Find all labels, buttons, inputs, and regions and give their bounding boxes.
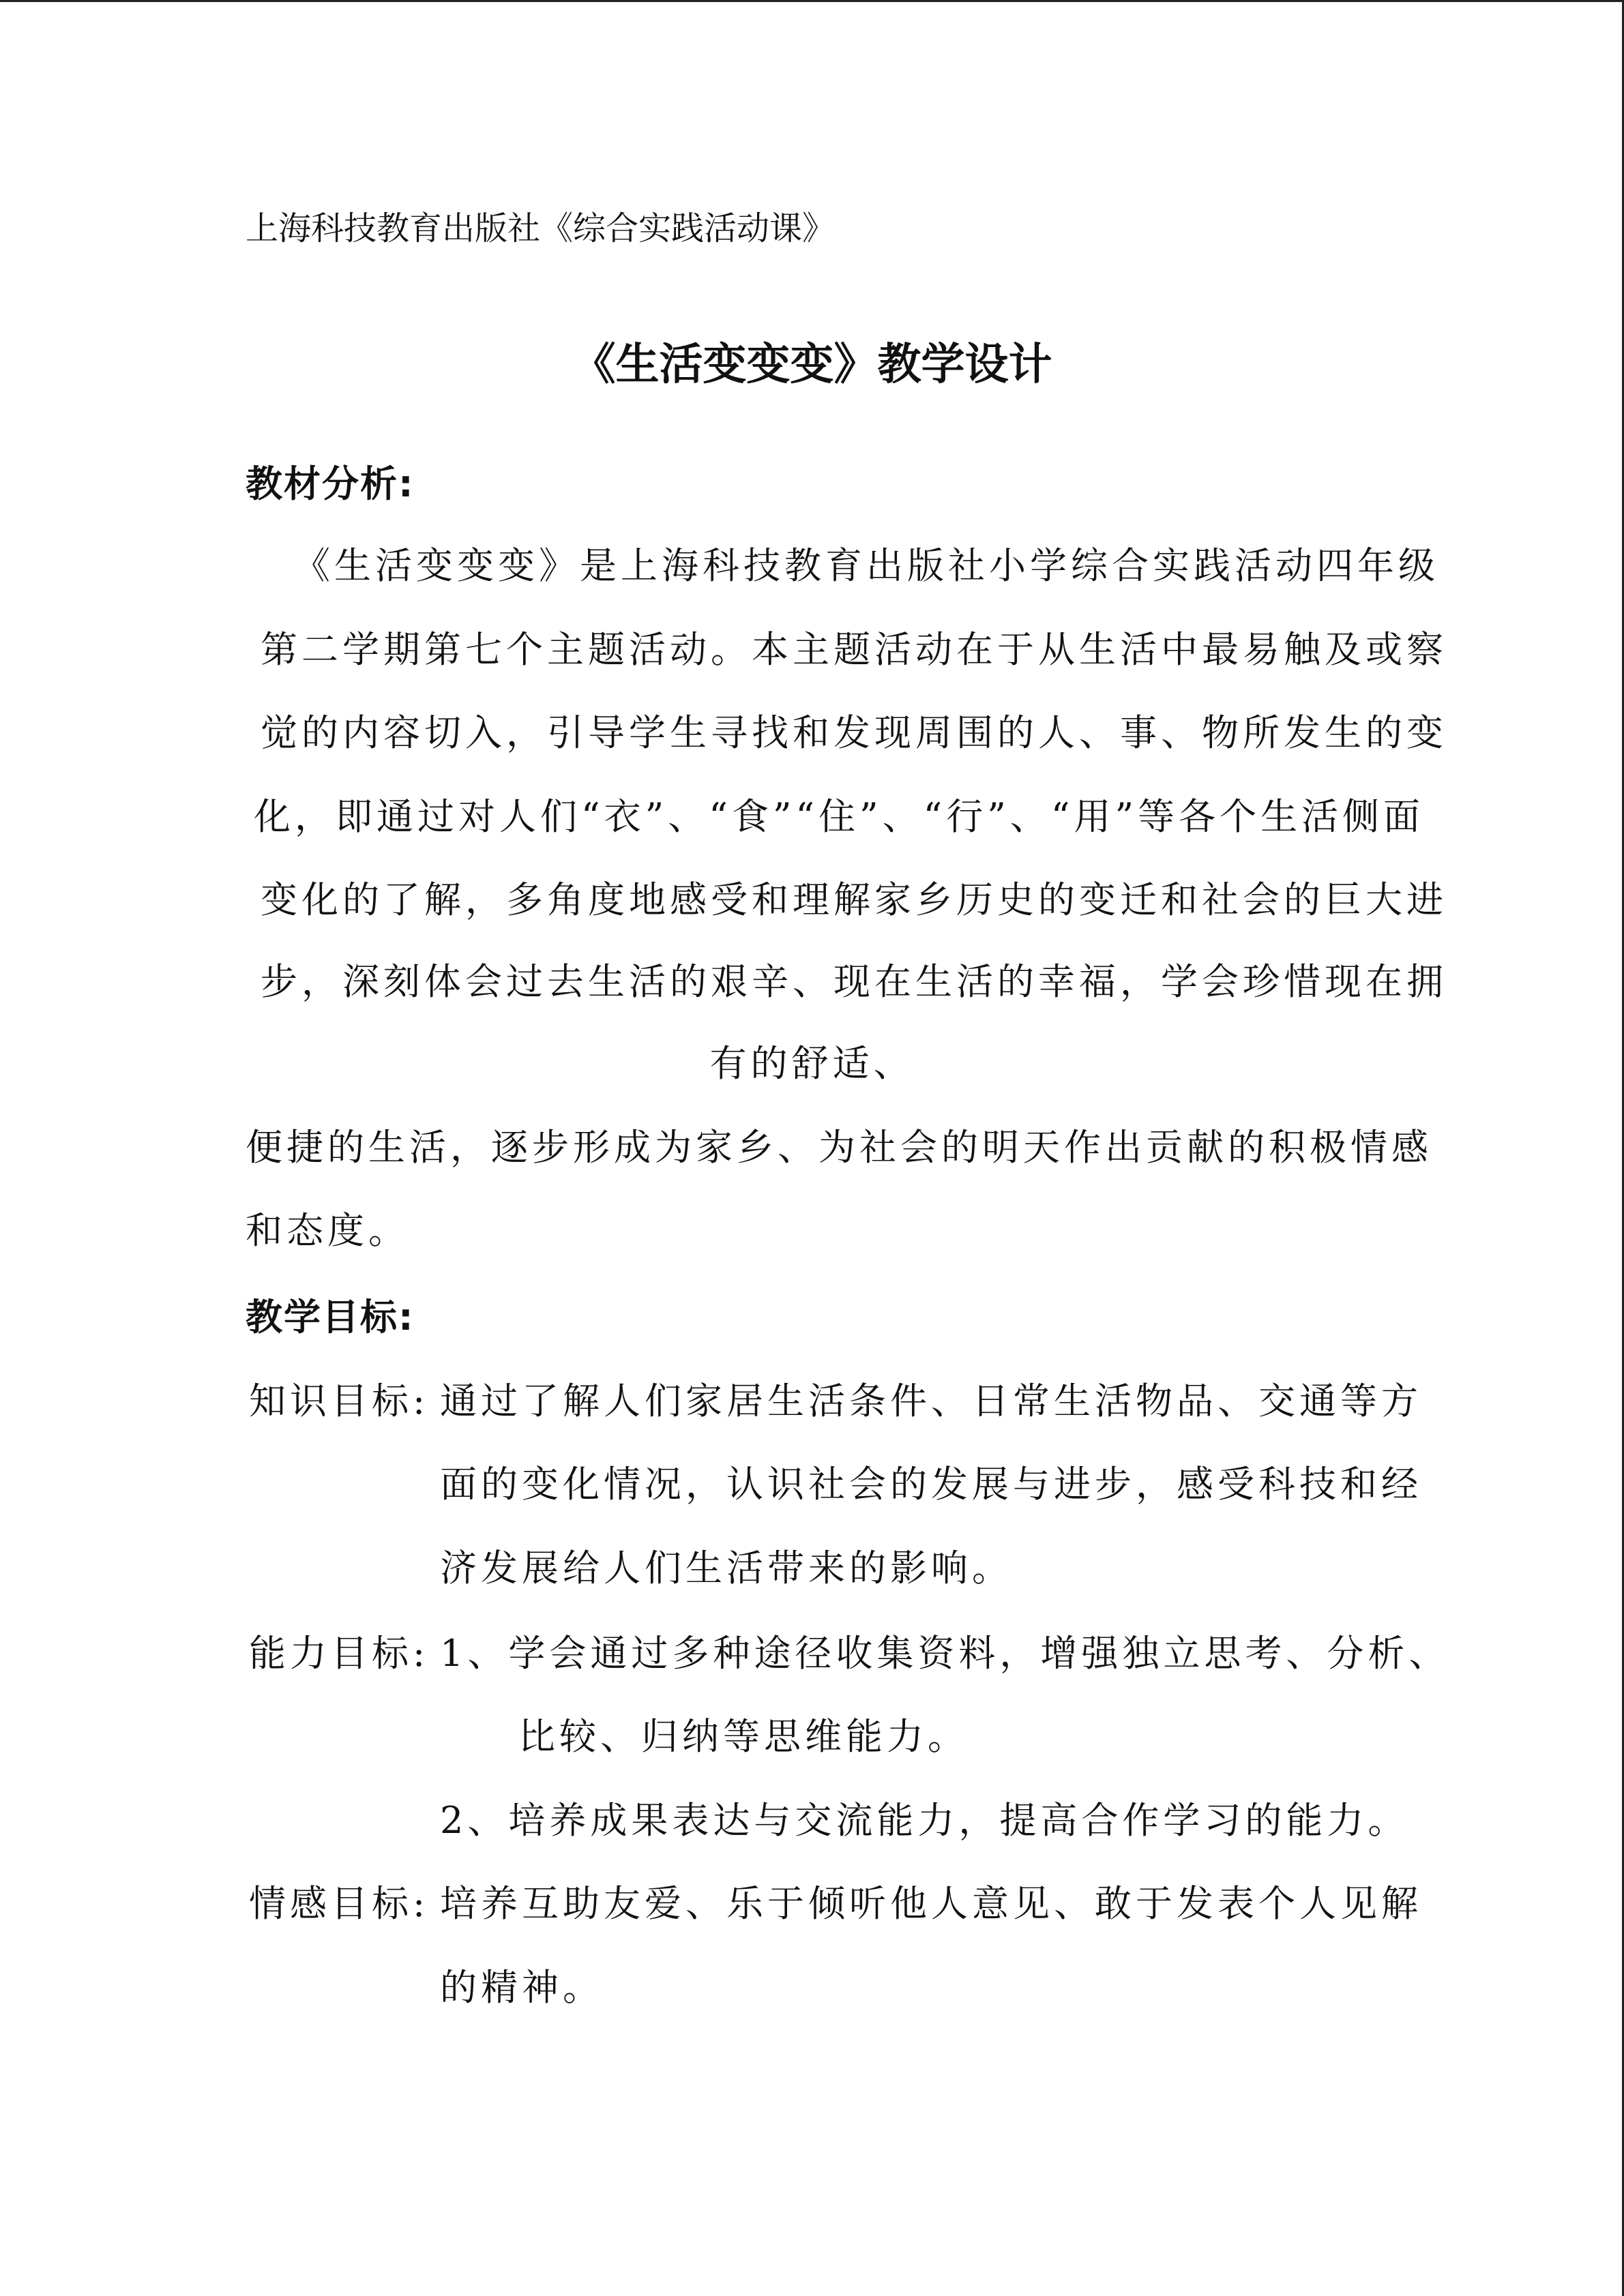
analysis-line-4: 化，即通过对人们“衣”、“食”“住”、“行”、“用”等各个生活侧面 bbox=[254, 795, 1425, 838]
ability-goal-line-3: 2、培养成果表达与交流能力，提高合作学习的能力。 bbox=[440, 1799, 1409, 1842]
publisher-line: 上海科技教育出版社《综合实践活动课》 bbox=[246, 209, 836, 248]
ability-goal-label: 能力目标: bbox=[249, 1632, 430, 1675]
emotion-goal-line-1: 培养互助友爱、乐于倾听他人意见、敢于发表个人见解 bbox=[440, 1882, 1422, 1925]
analysis-line-2: 第二学期第七个主题活动。本主题活动在于从生活中最易触及或察 bbox=[261, 628, 1447, 671]
analysis-line-3: 觉的内容切入，引导学生寻找和发现周围的人、事、物所发生的变 bbox=[261, 711, 1447, 754]
emotion-goal-line-2: 的精神。 bbox=[440, 1966, 604, 2009]
knowledge-goal-line-2: 面的变化情况，认识社会的发展与进步，感受科技和经 bbox=[440, 1463, 1422, 1506]
analysis-line-9: 和态度。 bbox=[246, 1209, 409, 1252]
page-top-border bbox=[0, 0, 1624, 2]
knowledge-goal-line-1: 通过了解人们家居生活条件、日常生活物品、交通等方 bbox=[440, 1380, 1422, 1422]
knowledge-goal-label: 知识目标: bbox=[249, 1380, 430, 1422]
analysis-line-1: 《生活变变变》是上海科技教育出版社小学综合实践活动四年级 bbox=[293, 544, 1439, 587]
analysis-line-7: 有的舒适、 bbox=[709, 1042, 915, 1085]
ability-goal-line-1: 1、学会通过多种途径收集资料，增强独立思考、分析、 bbox=[440, 1632, 1450, 1675]
teaching-goals-heading: 教学目标: bbox=[246, 1296, 415, 1339]
analysis-line-6: 步，深刻体会过去生活的艰辛、现在生活的幸福，学会珍惜现在拥 bbox=[261, 960, 1447, 1003]
document-title: 《生活变变变》教学设计 bbox=[572, 340, 1052, 390]
analysis-line-5: 变化的了解，多角度地感受和理解家乡历史的变迁和社会的巨大进 bbox=[261, 878, 1447, 921]
knowledge-goal-line-3: 济发展给人们生活带来的影响。 bbox=[440, 1547, 1013, 1590]
analysis-line-8: 便捷的生活，逐步形成为家乡、为社会的明天作出贡献的积极情感 bbox=[246, 1126, 1432, 1169]
ability-goal-line-2: 比较、归纳等思维能力。 bbox=[518, 1715, 969, 1758]
emotion-goal-label: 情感目标: bbox=[249, 1882, 430, 1925]
material-analysis-heading: 教材分析: bbox=[246, 462, 415, 505]
